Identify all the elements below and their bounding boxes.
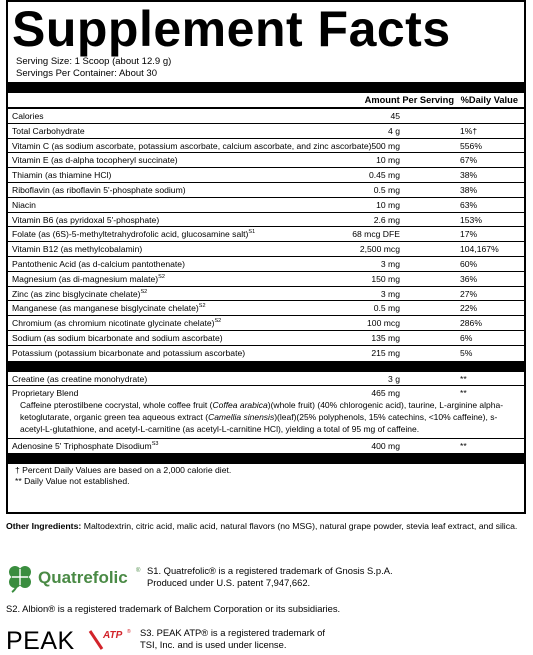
panel-title: Supplement Facts	[12, 1, 451, 57]
s3-line-1: S3. PEAK ATP® is a registered trademark of	[140, 627, 325, 638]
nutrient-dv: 22%	[460, 303, 478, 314]
table-row	[8, 183, 524, 198]
nutrient-dv: **	[460, 440, 467, 451]
nutrient-label: Chromium (as chromium nicotinate glycinate chelate)$^{S2}$	[12, 318, 222, 329]
table-row	[8, 109, 524, 124]
table-row	[8, 257, 524, 272]
table-row	[8, 287, 524, 302]
table-row	[8, 168, 524, 183]
table-row	[8, 386, 524, 401]
nutrient-dv: 17%	[460, 229, 478, 240]
peak-slash-icon	[90, 631, 102, 649]
table-row	[8, 213, 524, 228]
nutrient-label: Zinc (as zinc bisglycinate chelate)$^{S2}$	[12, 288, 148, 299]
nutrient-dv: 556%	[460, 140, 482, 151]
nutrient-label: Vitamin C (as sodium ascorbate, potassium ascorbate, calcium ascorbate, and zinc ascorbate)	[12, 140, 372, 151]
table-row	[8, 242, 524, 257]
nutrient-label: Vitamin B12 (as methylcobalamin)	[12, 244, 143, 255]
table-row	[8, 439, 524, 454]
table-row	[8, 227, 524, 242]
table-row	[8, 153, 524, 168]
quatrefolic-note	[147, 565, 393, 590]
nutrient-label: Vitamin E (as d-alpha tocopheryl succinate)	[12, 155, 178, 166]
nutrient-amount: 68 mcg DFE	[352, 229, 400, 240]
nutrient-amount: 45	[390, 111, 400, 121]
nutrient-amount: 10 mg	[376, 199, 400, 210]
thick-divider	[8, 361, 524, 372]
blend-description: Caffeine pterostilbene cocrystal, whole coffee fruit (Coffea arabica)(whole fruit) (40% chlorogenic acid), taurine, L-arginine alpha-ketoglutarate, organic green tea aqueous extract (Camellia sinensis)(leaf)(25% polyphenols, 15% catechins, <10% caffeine), s-acetyl-L-glutathione, and acetyl-L-carnitine (as acetyl-L-carnitine HCl), yielding a total of 95 mg of caffeine.	[8, 400, 524, 438]
nutrient-amount: 0.5 mg	[373, 184, 400, 195]
peak-logo-text: PEAK	[6, 627, 75, 653]
nutrient-label: Total Carbohydrate	[12, 125, 85, 136]
peak-atp-note	[140, 627, 325, 652]
footnote-dv: † Percent Daily Values are based on a 2,000 calorie diet.	[15, 465, 232, 476]
nutrient-dv: 38%	[460, 184, 478, 195]
nutrient-amount: 400 mg	[371, 440, 400, 451]
quatrefolic-logo	[6, 561, 146, 593]
nutrient-amount: 2.6 mg	[373, 214, 400, 225]
table-row	[8, 272, 524, 287]
nutrient-dv: 5%	[460, 347, 473, 358]
nutrient-dv: 27%	[460, 288, 478, 299]
nutrient-dv: 63%	[460, 199, 478, 210]
table-row	[8, 346, 524, 361]
nutrient-amount: 0.45 mg	[368, 170, 400, 181]
table-row	[8, 331, 524, 346]
s1-line-1: S1. Quatrefolic® is a registered trademark of Gnosis S.p.A.	[147, 565, 393, 576]
nutrient-label: Magnesium (as di-magnesium malate)$^{S2}$	[12, 273, 165, 284]
quatrefolic-logo-text: Quatrefolic	[38, 568, 128, 587]
nutrient-dv: 286%	[460, 318, 482, 329]
serving-size: Serving Size: 1 Scoop (about 12.9 g)	[16, 56, 172, 67]
table-row	[8, 139, 524, 154]
nutrient-label: Proprietary Blend	[12, 388, 79, 399]
nutrient-dv: **	[460, 373, 467, 384]
dv-header: %Daily Value	[460, 95, 518, 105]
nutrient-list	[8, 109, 524, 361]
nutrient-amount: 0.5 mg	[373, 303, 400, 314]
nutrient-amount: 465 mg	[371, 388, 400, 399]
other-ingredients-text: Maltodextrin, citric acid, malic acid, natural flavors (no MSG), natural grape powder, stevia leaf extract, and silica.	[81, 521, 518, 531]
nutrient-dv: 67%	[460, 155, 478, 166]
supplement-facts-panel	[6, 0, 526, 514]
table-row	[8, 316, 524, 331]
nutrient-label: Manganese (as manganese bisglycinate chelate)$^{S2}$	[12, 303, 206, 314]
nutrient-dv: 60%	[460, 258, 478, 269]
nutrient-label: Riboflavin (as riboflavin 5'-phosphate sodium)	[12, 184, 186, 195]
nutrient-amount: 4 g	[388, 125, 400, 136]
nutrient-dv: 104,167%	[460, 244, 499, 255]
nutrient-dv: 6%	[460, 332, 473, 343]
nutrient-label: Niacin	[12, 199, 36, 210]
thick-divider	[8, 453, 524, 464]
nutrient-label: Adenosine 5' Triphosphate Disodium$^{S3}$	[12, 440, 159, 451]
peak-logo-mark: ®	[127, 629, 131, 635]
s1-line-2: Produced under U.S. patent 7,947,662.	[147, 577, 311, 589]
albion-note: S2. Albion® is a registered trademark of Balchem Corporation or its subsidiaries.	[6, 603, 341, 614]
servings-per-container: Servings Per Container: About 30	[16, 67, 158, 79]
nutrient-amount: 135 mg	[371, 332, 400, 343]
column-header	[8, 93, 524, 109]
nutrient-dv: **	[460, 388, 467, 399]
nutrient-label: Calories	[12, 111, 44, 121]
nutrient-amount: 500 mg	[371, 140, 400, 151]
peak-logo-atp: ATP	[103, 630, 123, 641]
nutrient-dv: 1%†	[460, 125, 478, 136]
other-ingredients	[6, 520, 528, 533]
nutrient-label: Sodium (as sodium bicarbonate and sodium ascorbate)	[12, 332, 223, 343]
nutrient-amount: 10 mg	[376, 155, 400, 166]
nutrient-label: Creatine (as creatine monohydrate)	[12, 373, 148, 384]
amount-header: Amount Per Serving	[364, 95, 454, 105]
nutrient-amount: 100 mcg	[367, 318, 400, 329]
table-row	[8, 372, 524, 387]
footnote-not-established: ** Daily Value not established.	[15, 476, 130, 487]
nutrient-label: Pantothenic Acid (as d-calcium pantothenate)	[12, 258, 185, 269]
nutrient-dv: 36%	[460, 273, 478, 284]
nutrient-amount: 3 mg	[380, 288, 400, 299]
other-ingredients-label: Other Ingredients:	[6, 521, 82, 531]
nutrient-amount: 3 mg	[380, 258, 400, 269]
thick-divider	[8, 82, 524, 93]
nutrient-label: Thiamin (as thiamine HCl)	[12, 170, 112, 181]
nutrient-amount: 215 mg	[371, 347, 400, 358]
s3-line-2: TSI, Inc. and is used under license.	[140, 639, 287, 651]
clover-icon	[9, 566, 31, 592]
nutrient-label: Folate (as (6S)-5-methyltetrahydrofolic acid, glucosamine salt)$^{S1}$	[12, 229, 256, 240]
table-row	[8, 198, 524, 213]
nutrient-label: Potassium (potassium bicarbonate and potassium ascorbate)	[12, 347, 246, 358]
table-row	[8, 301, 524, 316]
nutrient-label: Vitamin B6 (as pyridoxal 5'-phosphate)	[12, 214, 160, 225]
quatrefolic-logo-mark: ®	[136, 568, 141, 574]
nutrient-dv: 153%	[460, 214, 482, 225]
nutrient-amount: 2,500 mcg	[359, 244, 400, 255]
nutrient-amount: 3 g	[388, 373, 400, 384]
nutrient-amount: 150 mg	[371, 273, 400, 284]
table-row	[8, 124, 524, 139]
nutrient-dv: 38%	[460, 170, 478, 181]
peak-atp-logo	[6, 625, 136, 653]
